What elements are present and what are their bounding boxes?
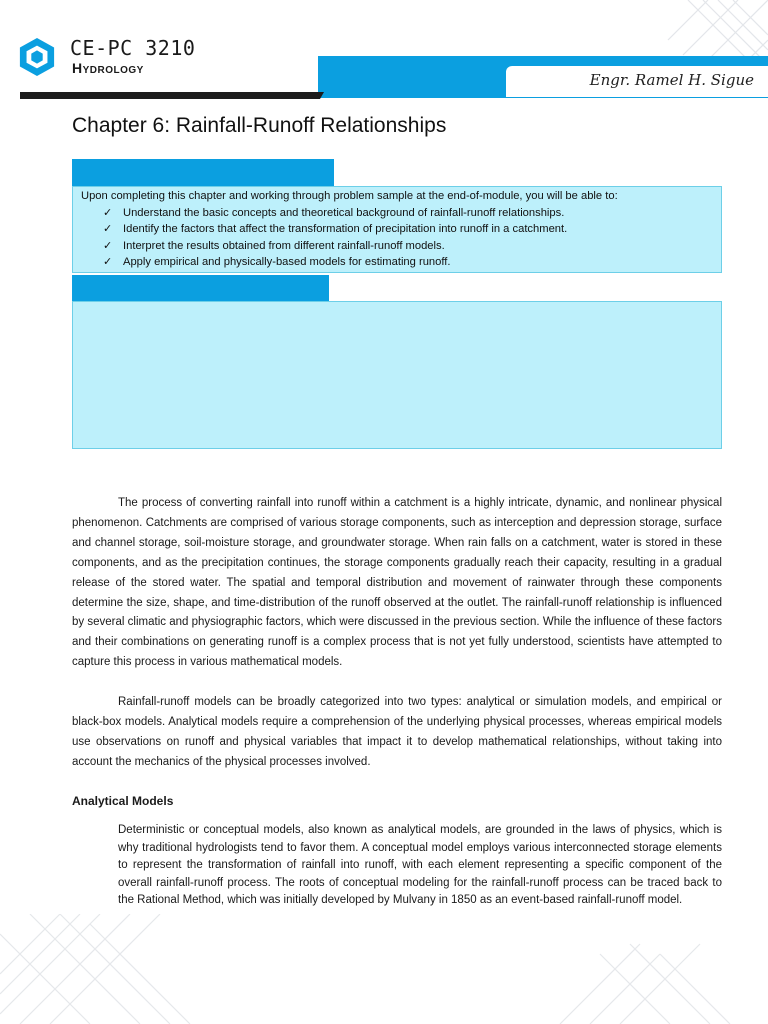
author-name: Engr. Ramel H. Sigue — [589, 71, 754, 89]
objectives-list — [81, 205, 713, 271]
checkmark-icon: ✓ — [103, 222, 113, 235]
checkmark-icon: ✓ — [103, 205, 113, 219]
list-item: ✓ Understand the basic concepts and theoretical background of rainfall-runoff relationships. — [103, 205, 713, 222]
list-item: ✓ Apply empirical and physically-based models for estimating runoff. — [103, 254, 713, 271]
bottom-pattern-decoration — [0, 914, 768, 1024]
objectives-intro: Upon completing this chapter and working through problem sample at the end-of-module, you will be able to: — [81, 190, 618, 202]
section-heading-analytical-models: Analytical Models — [72, 794, 174, 808]
checkmark-icon: ✓ — [103, 238, 113, 252]
list-item: ✓ Interpret the results obtained from different rainfall-runoff models. — [103, 238, 713, 255]
header-black-band — [20, 92, 312, 99]
objectives-tab — [72, 159, 334, 186]
body-paragraph-2: Rainfall-runoff models can be broadly categorized into two types: analytical or simulation models, and empirical or black-box models. Analytical models require a comprehension of the underlying physical processes, whereas empirical models use observations on runoff and physical variables that impact it to develop mathematical relationships, without taking into account the mechanics of the physical processes involved. — [72, 696, 722, 768]
hexagon-logo-icon — [18, 37, 56, 77]
course-name: Hydrology — [72, 60, 144, 76]
section-tab — [72, 275, 329, 301]
objectives-box — [72, 186, 722, 273]
checkmark-icon: ✓ — [103, 255, 113, 268]
body-paragraph-1: The process of converting rainfall into runoff within a catchment is a highly intricate, dynamic, and nonlinear physical phenomenon. Catchments are comprised of various storage components, such as interception and depression storage, surface and channel storage, soil-moisture storage, and groundwater storage. When rain falls on a catchment, water is stored in these components, and as the precipitation continues, the storage components gradually reach their capacity, resulting in a gradual release of the stored water. The spatial and temporal distribution and movement of rainwater through these components determine the size, shape, and time-distribution of the runoff observed at the outlet. The rainfall-runoff relationship is influenced by several climatic and physiographic factors, which were discussed in the previous section. While the influence of these factors and their combinations on generating runoff is a complex process that is not yet fully understood, scientists have attempted to capture this process in various mathematical models. — [72, 497, 722, 669]
body-paragraph-3: Deterministic or conceptual models, also known as analytical models, are grounded in the laws of physics, which is why traditional hydrologists tend to favor them. A conceptual model employs various interconnected storage elements to represent the transformation of rainfall into runoff, with each element representing a specific component of the overall rainfall-runoff process. The roots of conceptual modeling for the rainfall-runoff process can be traced back to the Rational Method, which was initially developed by Mulvany in 1850 as an event-based rainfall-runoff model. — [118, 824, 722, 907]
course-code: CE-PC 3210 — [70, 36, 196, 60]
empty-content-box — [72, 301, 722, 449]
list-item: ✓ Identify the factors that affect the transformation of precipitation into runoff in a catchment. — [103, 221, 713, 238]
chapter-title: Chapter 6: Rainfall-Runoff Relationships — [72, 114, 447, 137]
